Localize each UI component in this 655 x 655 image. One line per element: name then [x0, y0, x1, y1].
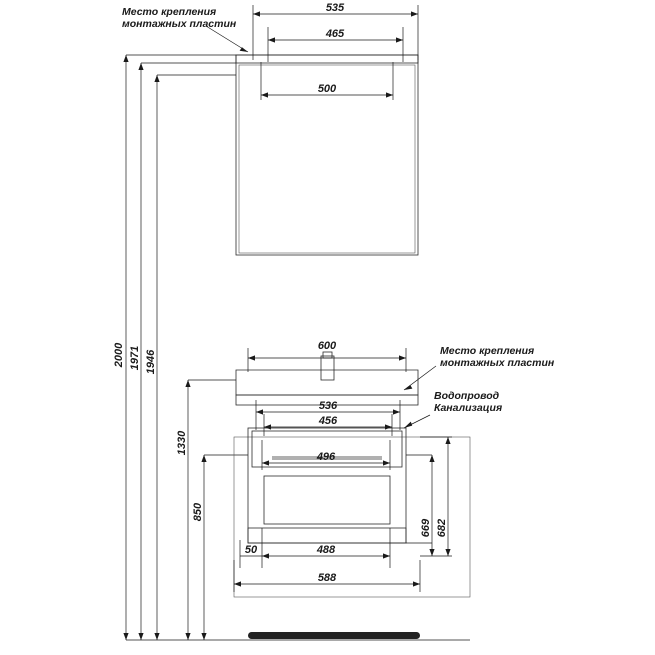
dim-456: 456 — [318, 415, 338, 427]
dim-588: 588 — [317, 572, 337, 584]
note-water-supply-line1: Водопровод — [434, 390, 500, 402]
dim-1971: 1971 — [129, 345, 141, 371]
dim-682: 682 — [436, 518, 448, 538]
dim-669: 669 — [420, 518, 432, 538]
dim-600: 600 — [317, 340, 337, 352]
dim-2000: 2000 — [113, 342, 125, 368]
cabinet-dimension-group — [234, 348, 452, 592]
note-mount-plates-bottom-line1: Место крепления — [440, 345, 535, 357]
dim-488: 488 — [316, 544, 336, 556]
dim-500: 500 — [317, 83, 337, 95]
leader-water-supply — [404, 415, 430, 428]
note-mount-plates-top-line2: монтажных пластин — [122, 18, 237, 30]
note-water-supply-line2: Канализация — [434, 402, 503, 414]
note-mount-plates-bottom-line2: монтажных пластин — [440, 357, 555, 369]
dim-1946: 1946 — [145, 349, 157, 375]
dim-465: 465 — [325, 28, 345, 40]
dim-535: 535 — [325, 2, 345, 14]
note-mount-plates-top-line1: Место крепления — [122, 6, 217, 18]
dim-496: 496 — [316, 451, 336, 463]
dim-50: 50 — [244, 544, 258, 556]
dim-850: 850 — [192, 502, 204, 522]
dim-1330: 1330 — [176, 430, 188, 456]
dim-536: 536 — [318, 400, 338, 412]
